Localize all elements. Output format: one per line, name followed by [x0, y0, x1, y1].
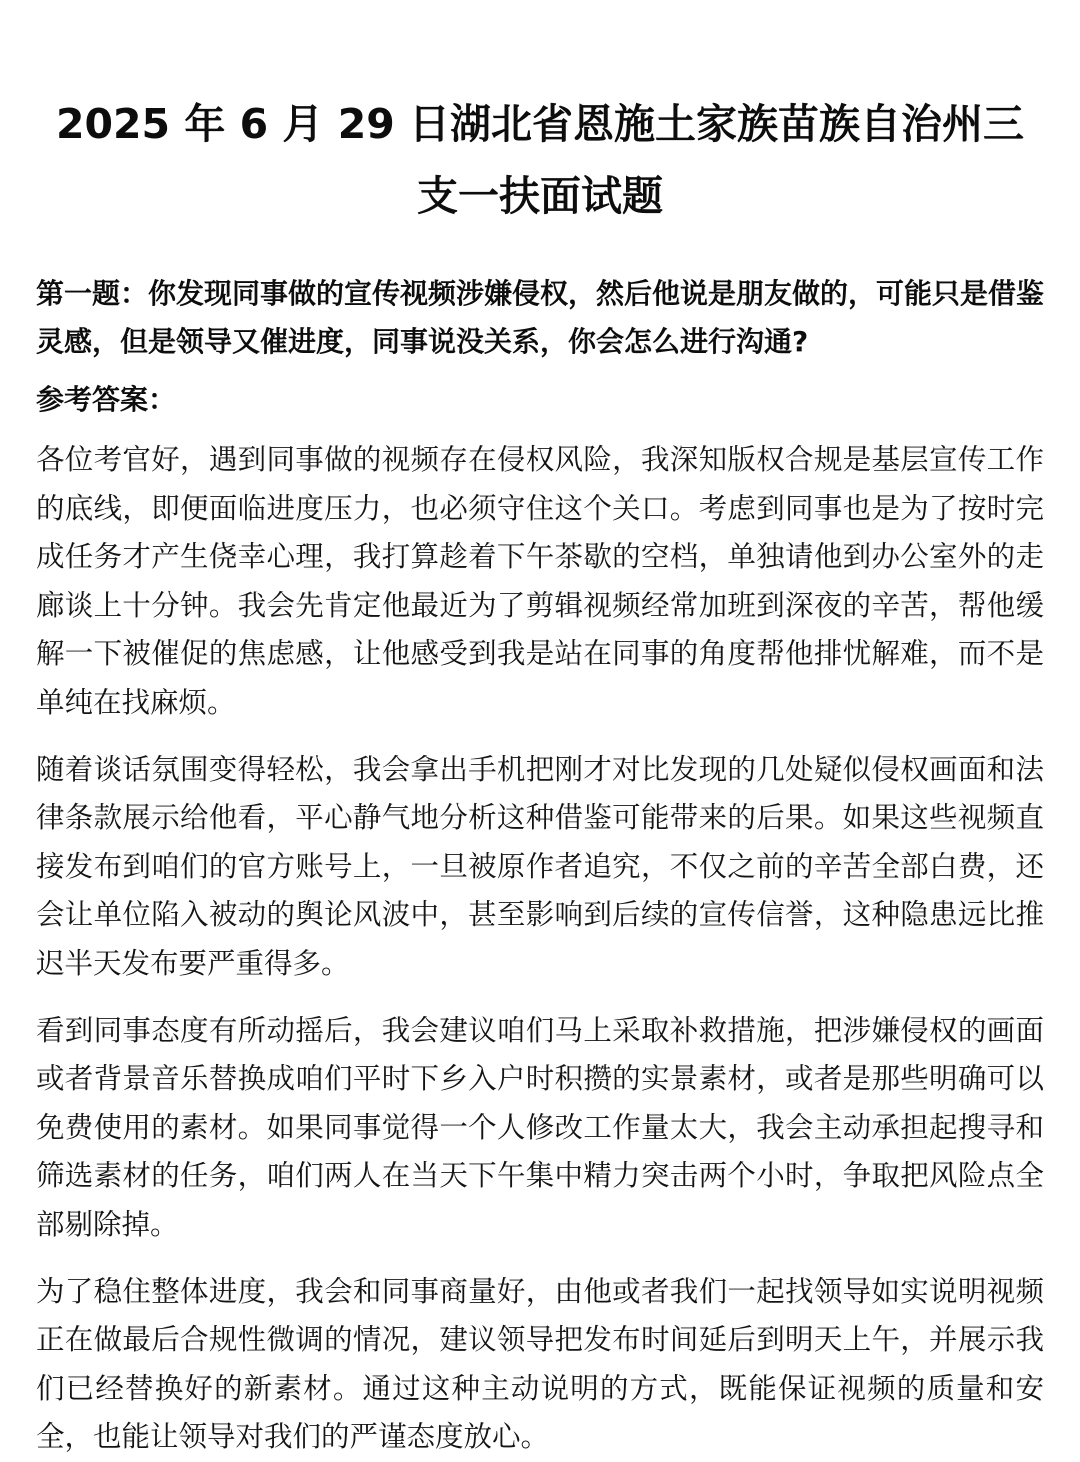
answer-paragraph-2: 随着谈话氛围变得轻松，我会拿出手机把刚才对比发现的几处疑似侵权画面和法律条款展示给他看，平心静气地分析这种借鉴可能带来的后果。如果这些视频直接发布到咱们的官方账号上，一旦被原作者追究，不仅之前的辛苦全部白费，还会让单位陷入被动的舆论风波中，甚至影响到后续的宣传信誉，这种隐患远比推迟半天发布要严重得多。	[36, 752, 1044, 980]
question-text: 第一题：你发现同事做的宣传视频涉嫌侵权，然后他说是朋友做的，可能只是借鉴灵感，但是领导又催进度，同事说没关系，你会怎么进行沟通?	[36, 277, 1045, 358]
document-title: 2025 年 6 月 29 日湖北省恩施土家族苗族自治州三支一扶面试题	[55, 100, 1025, 220]
answer-label: 参考答案：	[36, 383, 177, 416]
answer-paragraph-3: 看到同事态度有所动摇后，我会建议咱们马上采取补救措施，把涉嫌侵权的画面或者背景音乐替换成咱们平时下乡入户时积攒的实景素材，或者是那些明确可以免费使用的素材。如果同事觉得一个人修改工作量太大，我会主动承担起搜寻和筛选素材的任务，咱们两人在当天下午集中精力突击两个小时，争取把风险点全部剔除掉。	[36, 1013, 1044, 1241]
answer-paragraph-4: 为了稳住整体进度，我会和同事商量好，由他或者我们一起找领导如实说明视频正在做最后合规性微调的情况，建议领导把发布时间延后到明天上午，并展示我们已经替换好的新素材。通过这种主动说明的方式，既能保证视频的质量和安全，也能让领导对我们的严谨态度放心。	[36, 1274, 1044, 1454]
answer-paragraph-1: 各位考官好，遇到同事做的视频存在侵权风险，我深知版权合规是基层宣传工作的底线，即便面临进度压力，也必须守住这个关口。考虑到同事也是为了按时完成任务才产生侥幸心理，我打算趁着下午茶歇的空档，单独请他到办公室外的走廊谈上十分钟。我会先肯定他最近为了剪辑视频经常加班到深夜的辛苦，帮他缓解一下被催促的焦虑感，让他感受到我是站在同事的角度帮他排忧解难，而不是单纯在找麻烦。	[36, 443, 1044, 719]
